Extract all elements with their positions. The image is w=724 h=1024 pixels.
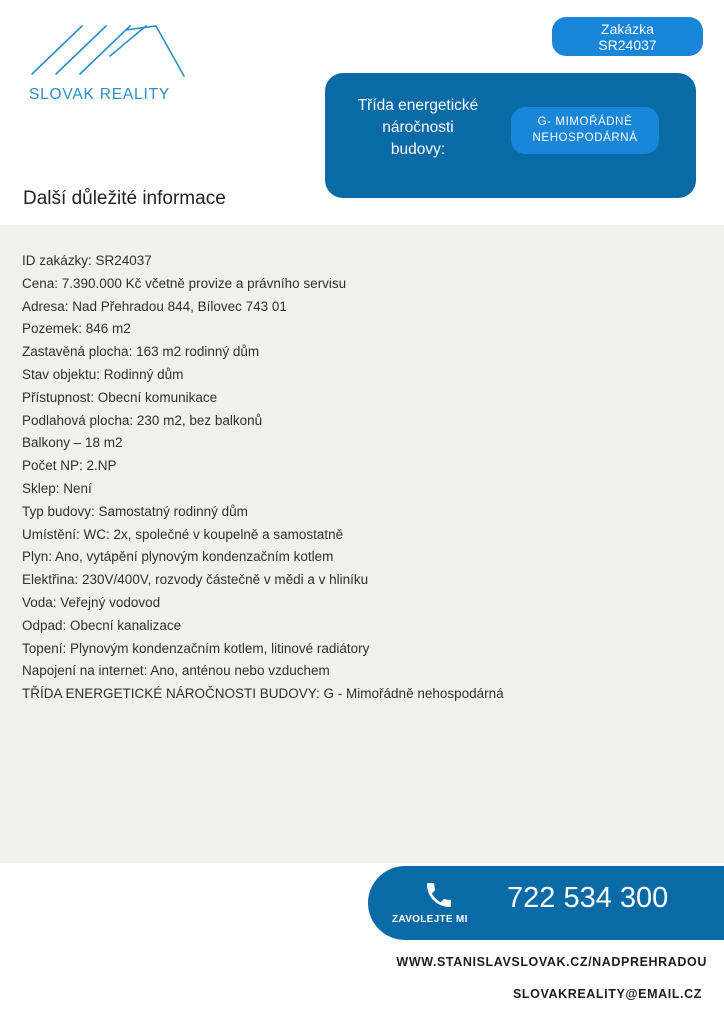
info-item: Přístupnost: Obecní komunikace [22, 389, 218, 405]
info-item: Stav objektu: Rodinný dům [22, 366, 184, 382]
info-item: Topení: Plynovým kondenzačním kotlem, litinové radiátory [22, 640, 370, 656]
order-code: SR24037 [598, 37, 657, 53]
phone-icon [423, 879, 455, 911]
order-badge [552, 17, 703, 56]
info-item: Cena: 7.390.000 Kč včetně provize a právního servisu [22, 275, 347, 291]
info-item: Sklep: Není [22, 480, 92, 496]
energy-class-label [347, 95, 489, 161]
info-item: ID zakázky: SR24037 [22, 253, 152, 268]
info-item: Podlahová plocha: 230 m2, bez balkonů [22, 412, 263, 428]
info-item: Typ budovy: Samostatný rodinný dům [22, 503, 248, 519]
info-list [22, 250, 504, 706]
info-item: Pozemek: 846 m2 [22, 321, 131, 337]
info-item: Počet NP: 2.NP [22, 458, 117, 474]
info-item: Voda: Veřejný vodovod [22, 594, 161, 610]
energy-class-badge [511, 107, 659, 154]
info-item: Napojení na internet: Ano, anténou nebo vzduchem [22, 663, 330, 679]
info-item: Odpad: Obecní kanalizace [22, 617, 182, 633]
energy-badge-line: NEHOSPODÁRNÁ [532, 132, 638, 144]
info-item: Umístění: WC: 2x, společné v koupelně a samostatně [22, 526, 344, 542]
energy-class-box [325, 73, 696, 198]
info-item: Plyn: Ano, vytápění plynovým kondenzačním kotlem [22, 549, 334, 565]
section-title: Další důležité informace [23, 188, 226, 209]
email-link[interactable]: SLOVAKREALITY@EMAIL.CZ [512, 987, 702, 1001]
info-panel [0, 225, 724, 863]
order-label: Zakázka [601, 21, 654, 37]
energy-label-line: budovy: [390, 141, 446, 158]
roof-lines-icon [26, 22, 196, 84]
logo-text: SLOVAK REALITY [29, 86, 170, 103]
energy-label-line: náročnosti [382, 119, 454, 136]
info-item: Zastavěná plocha: 163 m2 rodinný dům [22, 344, 260, 360]
info-item: TŘÍDA ENERGETICKÉ NÁROČNOSTI BUDOVY: G - Mimořádně nehospodárná [22, 686, 504, 702]
info-item: Adresa: Nad Přehradou 844, Bílovec 743 01 [22, 298, 287, 314]
website-link[interactable]: WWW.STANISLAVSLOVAK.CZ/NADPREHRADOU [396, 955, 707, 969]
call-me-label[interactable]: ZAVOLEJTE MI [392, 914, 468, 925]
info-item: Balkony – 18 m2 [22, 435, 123, 451]
energy-badge-line: G- MIMOŘÁDNĚ [537, 116, 633, 128]
info-item: Elektřina: 230V/400V, rozvody částečně v mědi a v hliníku [22, 572, 369, 588]
brand-logo [26, 22, 196, 112]
call-me-bar[interactable] [368, 866, 724, 940]
phone-number[interactable]: 722 534 300 [507, 882, 669, 914]
energy-label-line: Třída energetické [357, 97, 479, 114]
